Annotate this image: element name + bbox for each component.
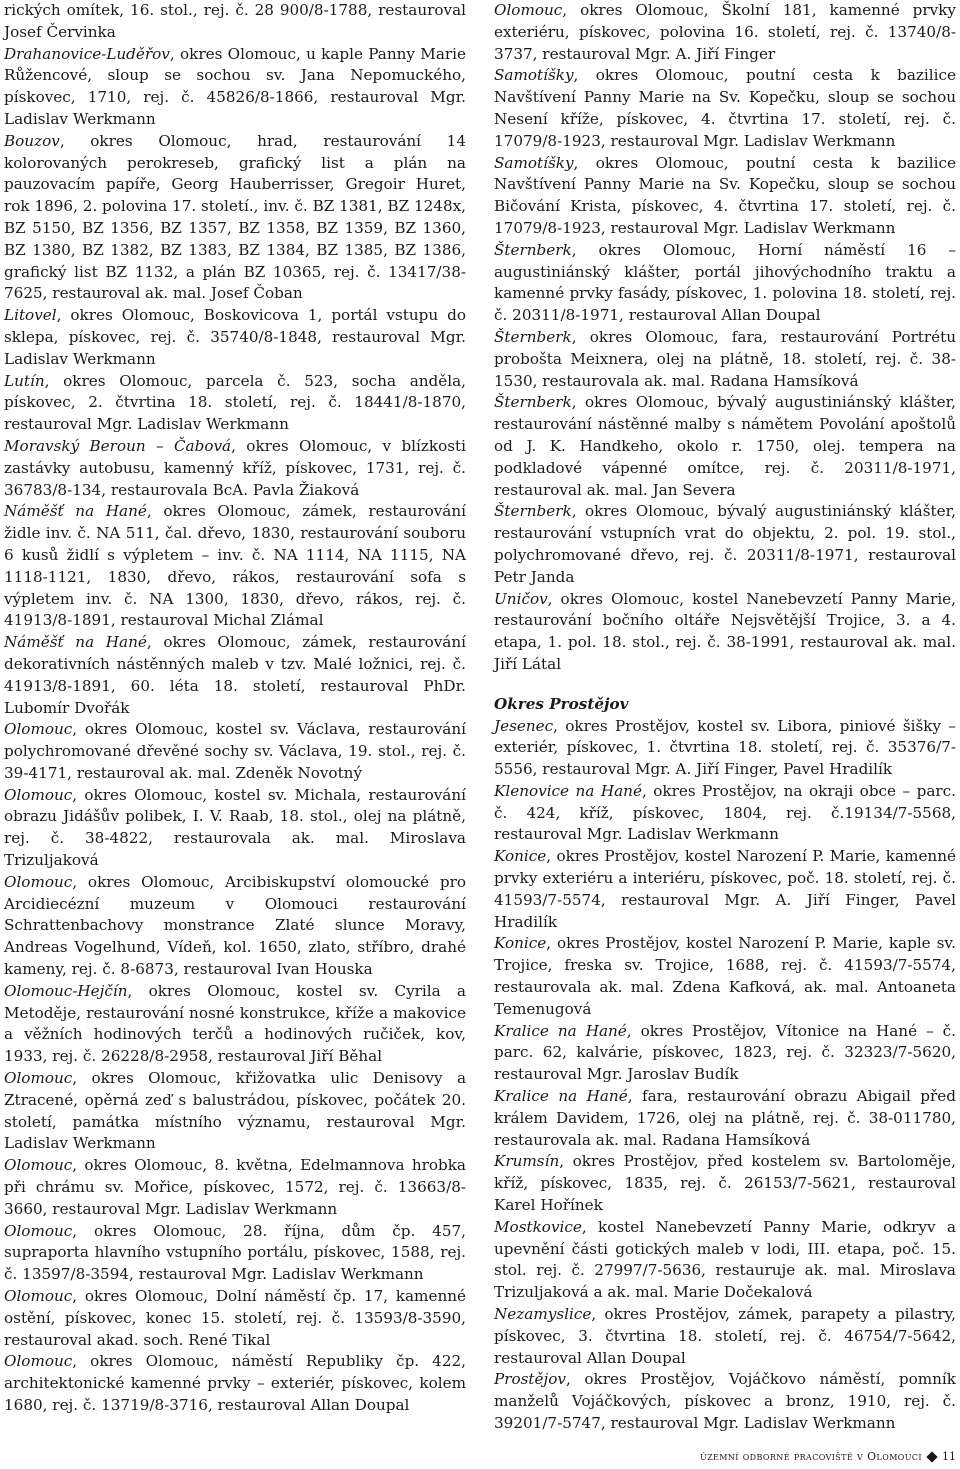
list-item (494, 501, 956, 588)
place-name: Lutín (4, 371, 45, 390)
list-item (4, 44, 466, 131)
list-item (494, 0, 956, 65)
list-item (494, 392, 956, 501)
place-name: Olomouc-Hejčín (4, 981, 128, 1000)
entry-text: , okres Olomouc, kostel sv. Václava, restaurování polychromované dřevěné sochy sv. Václava, 19. stol., rej. č. 39-4171, restauroval ak. mal. Zdeněk Novotný (4, 720, 466, 782)
place-name: Olomouc (4, 872, 73, 891)
place-name: Samotíšky (494, 66, 574, 85)
place-name: Náměšť na Hané (4, 502, 147, 521)
place-name: Uničov (494, 589, 548, 608)
list-item (4, 632, 466, 719)
right-column (494, 0, 956, 1435)
place-name: Šternberk (494, 327, 572, 346)
list-item (494, 1151, 956, 1216)
list-item (494, 716, 956, 781)
entry-text: , okres Olomouc, kostel Nanebevzetí Panny Marie, restaurování bočního oltáře Nejsvětější Trojice, 3. a 4. etapa, 1. pol. 18. stol., rej. č. 38-1991, restauroval ak. mal. Jiří Látal (494, 589, 956, 673)
list-item (4, 1286, 466, 1351)
list-item (494, 933, 956, 1020)
list-item (4, 719, 466, 784)
entry-text: , okres Prostějov, Vítonice na Hané – č. parc. 62, kalvárie, pískovec, 1823, rej. č. 32323/7-5620, restauroval Mgr. Jaroslav Budík (494, 1021, 956, 1084)
place-name: Kralice na Hané (494, 1087, 628, 1106)
entry-text: , okres Prostějov, na okraji obce – parc. č. 424, kříž, pískovec, 1804, rej. č.19134/7-5568, restauroval Mgr. Ladislav Werkmann (494, 781, 956, 844)
entry-text: , okres Olomouc, Arcibiskupství olomoucké pro Arcidiecézní muzeum v Olomouci restaurování Schrattenbachovy monstrance Zlaté slunce Moravy, Andreas Vogelhund, Vídeň, kol. 1650, zlato, stříbro, drahé kameny, rej. č. 8-6873, restauroval Ivan Houska (4, 872, 466, 979)
list-item (4, 1221, 466, 1286)
list-item (4, 1155, 466, 1220)
place-name: Kralice na Hané (494, 1021, 627, 1040)
entry-text: , okres Olomouc, hrad, restaurování 14 kolorovaných perokreseb, grafický list a plán na pauzovacím papíře, Georg Hauberrisser, Gregoir Huret, rok 1896, 2. polovina 17. století., inv. č. BZ 1381, BZ 1248x, BZ 5150, BZ 1356, BZ 1357, BZ 1358, BZ 1359, BZ 1360, BZ 1380, BZ 1382, BZ 1383, BZ 1384, BZ 1385, BZ 1386, grafický list BZ 1132, a plán BZ 10365, rej. č. 13417/38-7625, restauroval ak. mal. Josef Čoban (4, 131, 467, 303)
entry-text: , okres Olomouc, Dolní náměstí čp. 17, kamenné ostění, pískovec, konec 15. století, rej. č. 13593/8-3590, restauroval akad. soch. René Tikal (4, 1287, 466, 1349)
entry-text: , okres Olomouc, zámek, restaurování dekorativních nástěnných maleb v tzv. Malé ložnici, rej. č. 41913/8-1891, 60. léta 18. století, restauroval PhDr. Lubomír Dvořák (4, 633, 466, 717)
entry-text: , okres Olomouc, 28. října, dům čp. 457, supraporta hlavního vstupního portálu, pískovec, 1588, rej. č. 13597/8-3594, restauroval Mgr. Ladislav Werkmann (4, 1221, 466, 1284)
list-item (494, 1304, 956, 1369)
entry-text: , okres Olomouc, zámek, restaurování židle inv. č. NA 511, čal. dřevo, 1830, restaurování souboru 6 kusů židlí s výpletem – inv. č. NA 1114, NA 1115, NA 1118-1121, 1830, dřevo, rákos, restaurování sofa s výpletem inv. č. NA 1300, 1830, dřevo, rákos, rej. č. 41913/8-1891, restauroval Michal Zlámal (4, 502, 466, 630)
list-item (494, 153, 956, 240)
place-name: Bouzov (4, 131, 60, 150)
section-heading: Okres Prostějov (494, 694, 629, 713)
place-name: Olomouc (4, 720, 73, 739)
entry-text: , okres Olomouc, u kaple Panny Marie Růžencové, sloup se sochou sv. Jana Nepomuckého, pískovec, 1710, rej. č. 45826/8-1866, restauroval Mgr. Ladislav Werkmann (4, 44, 466, 128)
entry-text: , okres Olomouc, poutní cesta k bazilice Navštívení Panny Marie na Sv. Kopečku, sloup se sochou Nesení kříže, pískovec, 4. čtvrtina 17. století, rej. č. 17079/8-1923, restauroval Mgr. Ladislav Werkmann (494, 66, 956, 150)
list-item (494, 846, 956, 933)
place-name: Konice (494, 934, 547, 953)
entry-text: , okres Olomouc, v blízkosti zastávky autobusu, kamenný kříž, pískovec, 1731, rej. č. 36783/8-134, restaurovala BcA. Pavla Žiaková (4, 436, 466, 499)
entry-text: , okres Olomouc, Školní 181, kamenné prvky exteriéru, pískovec, polovina 16. století, rej. č. 13740/8-3737, restauroval Mgr. A. Jiří Finger (494, 1, 956, 63)
list-item (494, 1021, 956, 1086)
place-name: Olomouc (4, 1287, 73, 1306)
place-name: Nezamyslice (494, 1305, 592, 1324)
place-name: Litovel (4, 306, 57, 325)
list-item (4, 872, 466, 981)
list-item (494, 327, 956, 392)
footer-label: územní odborné pracoviště v Olomouci (699, 1450, 922, 1463)
list-item (494, 589, 956, 676)
list-item (4, 501, 466, 632)
page-number: 11 (942, 1450, 956, 1463)
list-item (4, 1068, 466, 1155)
entry-text: , okres Prostějov, zámek, parapety a pilastry, pískovec, 3. čtvrtina 18. století, rej. č. 46754/7-5642, restauroval Allan Doupal (494, 1305, 956, 1367)
place-name: Olomouc (4, 1156, 73, 1175)
entry-text: , okres Olomouc, fara, restaurování Portrétu probošta Meixnera, olej na plátně, 18. století, rej. č. 38-1530, restaurovala ak. mal. Radana Hamsíková (494, 327, 956, 390)
page-footer (680, 1450, 956, 1464)
entry-text: , okres Prostějov, Vojáčkovo náměstí, pomník manželů Vojáčkových, pískovec a bronz, 1910, rej. č. 39201/7-5747, restauroval Mgr. Ladislav Werkmann (494, 1370, 956, 1432)
entry-text: , okres Prostějov, před kostelem sv. Bartoloměje, kříž, pískovec, 1835, rej. č. 26153/7-5621, restauroval Karel Hořínek (494, 1152, 956, 1215)
place-name: Olomouc (4, 1069, 73, 1088)
place-name: Olomouc (4, 785, 73, 804)
place-name: Konice (494, 847, 547, 866)
entry-text: , okres Olomouc, bývalý augustiniánský klášter, restaurování vstupních vrat do objektu, 2. pol. 19. stol., polychromované dřevo, rej. č. 20311/8-1971, restauroval Petr Janda (494, 502, 956, 586)
list-item (4, 0, 466, 44)
list-item (494, 65, 956, 152)
entry-text: , okres Prostějov, kostel Narození P. Marie, kamenné prvky exteriéru a interiéru, pískovec, poč. 18. století, rej. č. 41593/7-5574, restauroval Mgr. A. Jiří Finger, Pavel Hradilík (494, 847, 956, 931)
place-name: Prostějov (494, 1370, 566, 1389)
place-name: Klenovice na Hané (494, 781, 642, 800)
place-name: Drahanovice-Luděřov (4, 44, 170, 63)
list-item (4, 305, 466, 370)
list-item (494, 240, 956, 327)
list-item (494, 1369, 956, 1434)
place-name: Šternberk (494, 502, 572, 521)
entry-text: , okres Olomouc, kostel sv. Michala, restaurování obrazu Jidášův polibek, I. V. Raab, 18. stol., olej na plátně, rej. č. 38-4822, restaurovala ak. mal. Miroslava Trizuljaková (4, 785, 466, 870)
list-item (4, 436, 466, 501)
entry-text: , fara, restaurování obrazu Abigail před králem Davidem, 1726, olej na plátně, rej. č. 38-011780, restaurovala ak. mal. Radana Hamsíková (494, 1087, 956, 1149)
entry-text: rických omítek, 16. stol., rej. č. 28 900/8-1788, restauroval Josef Červinka (4, 1, 466, 41)
list-item (4, 371, 466, 436)
right-column-section-entries (494, 716, 956, 1435)
list-item (4, 1351, 466, 1416)
place-name: Náměšť na Hané (4, 633, 147, 652)
place-name: Šternberk (494, 393, 572, 412)
list-item (4, 785, 466, 872)
list-item (4, 981, 466, 1068)
place-name: Moravský Beroun – Čabová (4, 436, 232, 455)
entry-text: , okres Olomouc, parcela č. 523, socha anděla, pískovec, 2. čtvrtina 18. století, rej. č. 18441/8-1870, restauroval Mgr. Ladislav Werkmann (4, 371, 466, 434)
entry-text: , okres Prostějov, kostel sv. Libora, piniové šišky – exteriér, pískovec, 1. čtvrtina 18. století, rej. č. 35376/7-5556, restauroval Mgr. A. Jiří Finger, Pavel Hradilík (494, 716, 956, 779)
left-column (4, 0, 466, 1417)
entry-text: , okres Olomouc, bývalý augustiniánský klášter, restaurování nástěnné malby s námětem Povolání apoštolů od J. K. Handkeho, okolo r. 1750, olej. tempera na podkladové vápenné omítce, rej. č. 20311/8-1971, restauroval ak. mal. Jan Severa (494, 393, 956, 499)
entry-text: , okres Olomouc, křižovatka ulic Denisovy a Ztracené, opěrná zeď s balustrádou, pískovec, počátek 20. století, památka místního významu, restauroval Mgr. Ladislav Werkmann (4, 1069, 466, 1153)
place-name: Samotíšky (494, 153, 574, 172)
list-item (4, 131, 466, 305)
place-name: Olomouc (4, 1352, 73, 1371)
diamond-icon (926, 1451, 937, 1462)
list-item (494, 781, 956, 846)
entry-text: , okres Olomouc, náměstí Republiky čp. 422, architektonické kamenné prvky – exteriér, pískovec, kolem 1680, rej. č. 13719/8-3716, restauroval Allan Doupal (4, 1352, 466, 1414)
place-name: Krumsín (494, 1152, 560, 1171)
list-item (494, 1086, 956, 1151)
place-name: Olomouc (494, 1, 563, 19)
entry-text: , okres Olomouc, kostel sv. Cyrila a Metoděje, restaurování nosné konstrukce, kříže a makovice a věžních hodinových terčů a hodinových ručiček, kov, 1933, rej. č. 26228/8-2958, restauroval Jiří Běhal (4, 981, 466, 1066)
place-name: Jesenec (494, 716, 554, 735)
entry-text: , okres Olomouc, Horní náměstí 16 – augustiniánský klášter, portál jihovýchodního traktu a kamenné prvky fasády, pískovec, 1. polovina 18. století, rej. č. 20311/8-1971, restauroval Allan Doupal (494, 240, 956, 325)
entry-text: , okres Olomouc, Boskovicova 1, portál vstupu do sklepa, pískovec, rej. č. 35740/8-1848, restauroval Mgr. Ladislav Werkmann (4, 306, 466, 368)
place-name: Šternberk (494, 240, 572, 259)
place-name: Mostkovice (494, 1217, 582, 1236)
entry-text: , kostel Nanebevzetí Panny Marie, odkryv a upevnění části gotických maleb v lodi, III. etapa, poč. 15. stol. rej. č. 27997/7-5636, restauruje ak. mal. Miroslava Trizuljaková a ak. mal. Marie Dočekalová (494, 1217, 956, 1302)
entry-text: , okres Prostějov, kostel Narození P. Marie, kaple sv. Trojice, freska sv. Trojice, 1688, rej. č. 41593/7-5574, restaurovala ak. mal. Zdena Kafková, ak. mal. Antoaneta Temenugová (494, 934, 956, 1018)
entry-text: , okres Olomouc, poutní cesta k bazilice Navštívení Panny Marie na Sv. Kopečku, sloup se sochou Bičování Krista, pískovec, 4. čtvrtina 17. století, rej. č. 17079/8-1923, restauroval Mgr. Ladislav Werkmann (494, 153, 956, 237)
list-item (494, 1217, 956, 1304)
right-column-entries (494, 0, 956, 676)
place-name: Olomouc (4, 1221, 73, 1240)
entry-text: , okres Olomouc, 8. května, Edelmannova hrobka při chrámu sv. Mořice, pískovec, 1572, rej. č. 13663/8-3660, restauroval Mgr. Ladislav Werkmann (4, 1156, 466, 1218)
